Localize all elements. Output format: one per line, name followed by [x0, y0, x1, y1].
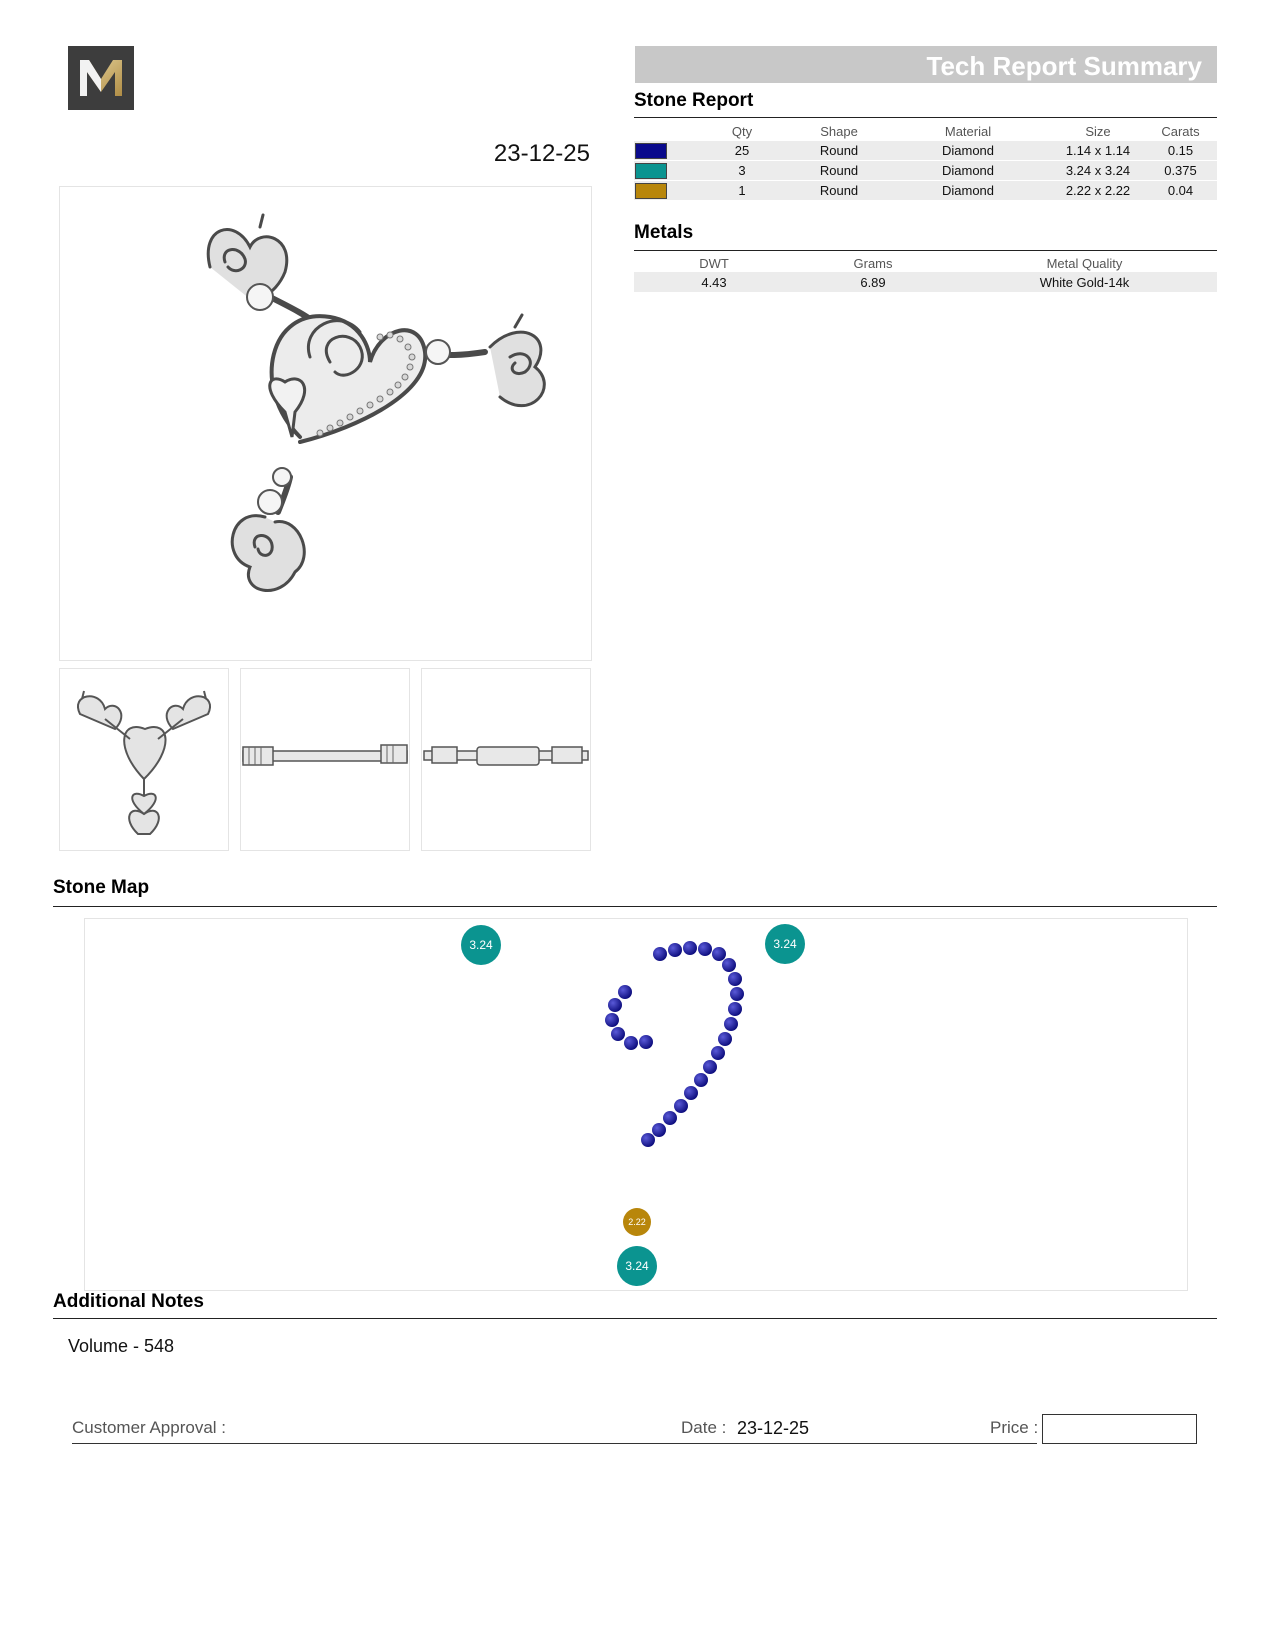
stone-material: Diamond	[884, 141, 1052, 161]
medium-stone	[623, 1208, 651, 1236]
stone-color-swatch	[635, 163, 667, 179]
report-date: 23-12-25	[493, 140, 590, 167]
stone-qty: 25	[690, 141, 794, 161]
stone-size: 2.22 x 2.22	[1052, 181, 1144, 201]
small-stones	[605, 941, 744, 1147]
large-stone	[461, 925, 501, 965]
additional-notes-rule	[53, 1318, 1217, 1319]
dwt-column-header: DWT	[699, 255, 729, 271]
carats-column-header: Carats	[1161, 123, 1200, 139]
main-product-render	[59, 186, 592, 661]
company-logo	[68, 46, 134, 110]
table-row	[634, 141, 1217, 161]
stone-size-label: 3.24	[773, 937, 797, 951]
metals-rule	[634, 250, 1217, 251]
stone-shape: Round	[794, 181, 884, 201]
stone-material: Diamond	[884, 161, 1052, 181]
color-column-header	[634, 121, 690, 141]
stone-size: 1.14 x 1.14	[1052, 141, 1144, 161]
stone-carats: 0.04	[1144, 181, 1217, 201]
stone-size-label: 2.22	[628, 1217, 646, 1227]
stone-map	[84, 918, 1188, 1291]
customer-approval-label: Customer Approval :	[72, 1418, 227, 1437]
thumbnail-front-view	[59, 668, 229, 851]
report-banner-title: Tech Report Summary	[635, 46, 1217, 83]
metals-table-header	[634, 254, 1217, 272]
stone-carats: 0.15	[1144, 141, 1217, 161]
stone-map-rule	[53, 906, 1217, 907]
size-column-header: Size	[1085, 123, 1111, 139]
stone-shape: Round	[794, 141, 884, 161]
grams-column-header: Grams	[853, 255, 893, 271]
stone-map-title: Stone Map	[53, 877, 150, 898]
thumbnail-top-view	[421, 668, 591, 851]
stone-report-table	[634, 121, 1217, 200]
notes-text: Volume - 548	[68, 1336, 175, 1356]
stone-qty: 1	[690, 181, 794, 201]
large-stone	[617, 1246, 657, 1286]
metals-table	[634, 254, 1217, 292]
stone-carats: 0.375	[1144, 161, 1217, 181]
material-column-header: Material	[944, 123, 992, 139]
approval-date-value: 23-12-25	[737, 1418, 810, 1438]
table-row	[634, 161, 1217, 181]
stone-material: Diamond	[884, 181, 1052, 201]
stone-size-label: 3.24	[625, 1259, 649, 1273]
stone-size-label: 3.24	[469, 938, 493, 952]
thumbnail-side-view	[240, 668, 410, 851]
metal-quality-column-header: Metal Quality	[1046, 255, 1123, 271]
stone-color-swatch	[635, 183, 667, 199]
table-row	[634, 272, 1217, 292]
qty-column-header: Qty	[731, 123, 753, 139]
metal-grams: 6.89	[794, 272, 952, 292]
stone-table-header	[634, 121, 1217, 141]
stone-color-swatch	[635, 143, 667, 159]
stone-shape: Round	[794, 161, 884, 181]
price-label: Price :	[990, 1418, 1039, 1437]
stone-report-title: Stone Report	[634, 90, 754, 111]
stone-size: 3.24 x 3.24	[1052, 161, 1144, 181]
metal-quality: White Gold-14k	[952, 272, 1217, 292]
approval-signature-line	[72, 1443, 1037, 1444]
metal-dwt: 4.43	[634, 272, 794, 292]
table-row	[634, 181, 1217, 201]
large-stone	[765, 924, 805, 964]
price-field[interactable]	[1042, 1414, 1197, 1444]
additional-notes-title: Additional Notes	[53, 1291, 204, 1312]
stone-qty: 3	[690, 161, 794, 181]
stone-report-rule	[634, 117, 1217, 118]
metals-title: Metals	[634, 222, 694, 243]
approval-date-label: Date :	[681, 1418, 727, 1437]
shape-column-header: Shape	[820, 123, 858, 139]
